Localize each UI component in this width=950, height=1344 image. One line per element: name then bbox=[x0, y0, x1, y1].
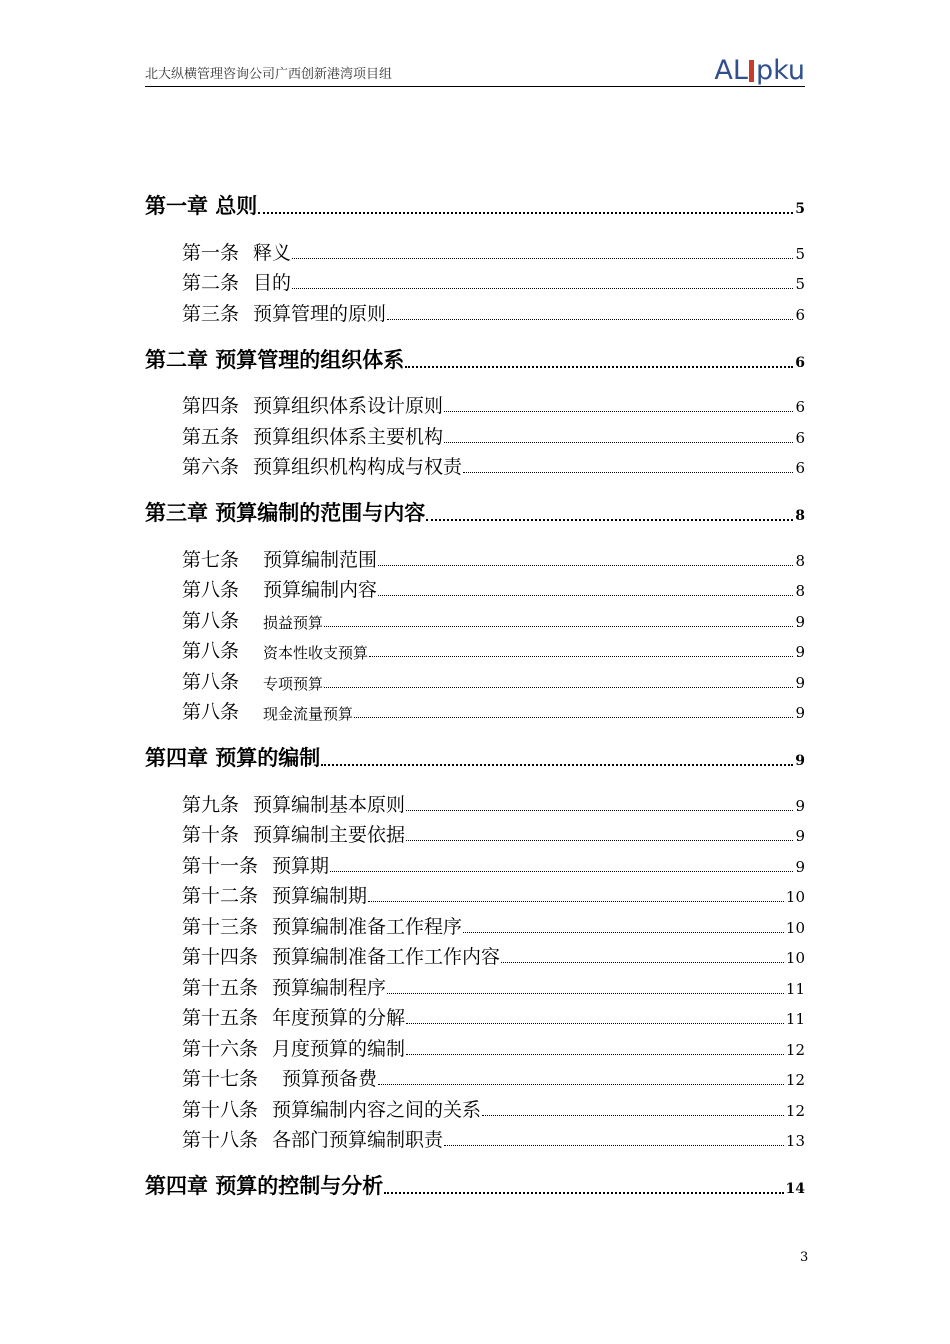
toc-article-entry[interactable] bbox=[145, 1030, 805, 1061]
chapter-title: 第四章 预算的控制与分析 bbox=[145, 1173, 384, 1198]
article-number: 第十五条 bbox=[182, 1007, 259, 1029]
logo-text-left: AL bbox=[714, 55, 748, 86]
dot-leader bbox=[378, 565, 793, 566]
page-ref: 10 bbox=[785, 949, 805, 967]
article-title: 预算组织机构构成与权责 bbox=[253, 456, 463, 478]
toc-chapter-entry[interactable] bbox=[145, 493, 805, 527]
page-ref: 9 bbox=[795, 612, 805, 631]
dot-leader bbox=[406, 1054, 784, 1055]
article-title: 预算编制内容之间的关系 bbox=[272, 1098, 482, 1121]
page-ref: 9 bbox=[795, 796, 805, 815]
article-title: 月度预算的编制 bbox=[272, 1037, 406, 1060]
toc-article-entry[interactable] bbox=[145, 602, 805, 633]
dot-leader bbox=[330, 871, 793, 872]
article-title: 预算编制准备工作工作内容 bbox=[272, 946, 501, 968]
article-number: 第八条 bbox=[182, 609, 240, 632]
dot-leader bbox=[426, 519, 793, 521]
dot-leader bbox=[384, 1192, 783, 1194]
toc-chapter-entry[interactable] bbox=[145, 1166, 805, 1200]
article-number: 第一条 bbox=[182, 241, 240, 264]
article-title: 预算期 bbox=[272, 854, 330, 877]
toc-article-entry[interactable] bbox=[145, 1091, 805, 1122]
toc-article-entry[interactable] bbox=[145, 449, 805, 480]
toc-article-entry[interactable] bbox=[145, 663, 805, 694]
page-ref: 12 bbox=[785, 1101, 805, 1120]
toc-article-entry[interactable] bbox=[145, 295, 805, 326]
page-ref: 11 bbox=[785, 1010, 805, 1028]
dot-leader bbox=[292, 258, 793, 259]
article-title: 预算管理的原则 bbox=[253, 302, 387, 325]
article-number: 第十八条 bbox=[182, 1098, 259, 1121]
article-title: 各部门预算编制职责 bbox=[272, 1129, 444, 1151]
page-ref: 5 bbox=[795, 201, 805, 217]
article-number: 第八条 bbox=[182, 640, 240, 662]
article-number: 第十七条 bbox=[182, 1068, 259, 1090]
toc-article-entry[interactable] bbox=[145, 969, 805, 1000]
dot-leader bbox=[369, 656, 793, 657]
dot-leader bbox=[324, 687, 793, 688]
dot-leader bbox=[405, 366, 793, 368]
toc-article-entry[interactable] bbox=[145, 633, 805, 664]
dot-leader bbox=[463, 932, 784, 933]
article-number: 第三条 bbox=[182, 302, 240, 325]
dot-leader bbox=[444, 411, 793, 412]
toc-article-entry[interactable] bbox=[145, 847, 805, 878]
chapter-title: 第二章 预算管理的组织体系 bbox=[145, 346, 405, 372]
page-ref: 5 bbox=[795, 244, 805, 263]
page-ref: 10 bbox=[785, 888, 805, 906]
page-ref: 6 bbox=[795, 459, 805, 477]
article-number: 第四条 bbox=[182, 395, 240, 417]
toc-article-entry[interactable] bbox=[145, 694, 805, 725]
page-ref: 9 bbox=[795, 827, 805, 845]
toc-article-entry[interactable] bbox=[145, 878, 805, 909]
page-ref: 13 bbox=[785, 1132, 805, 1150]
page-ref: 6 bbox=[795, 354, 805, 371]
toc-article-entry[interactable] bbox=[145, 265, 805, 296]
article-title: 预算编制内容 bbox=[263, 579, 378, 601]
article-title: 预算编制主要依据 bbox=[253, 824, 406, 846]
toc-article-entry[interactable] bbox=[145, 939, 805, 970]
dot-leader bbox=[378, 595, 793, 596]
dot-leader bbox=[354, 717, 793, 718]
article-number: 第十三条 bbox=[182, 915, 259, 938]
article-number: 第二条 bbox=[182, 272, 240, 294]
article-number: 第十一条 bbox=[182, 854, 259, 877]
toc-article-entry[interactable] bbox=[145, 817, 805, 848]
page-ref: 8 bbox=[795, 551, 805, 570]
article-number: 第十六条 bbox=[182, 1037, 259, 1060]
toc-article-entry[interactable] bbox=[145, 1061, 805, 1092]
dot-leader bbox=[258, 212, 793, 214]
page-ref: 6 bbox=[795, 428, 805, 447]
article-title: 损益预算 bbox=[263, 613, 324, 632]
article-number: 第十五条 bbox=[182, 976, 259, 999]
article-title: 预算编制准备工作程序 bbox=[272, 915, 463, 938]
page-ref: 6 bbox=[795, 398, 805, 416]
page-ref: 9 bbox=[795, 857, 805, 876]
article-title: 专项预算 bbox=[263, 674, 324, 693]
dot-leader bbox=[387, 319, 793, 320]
page-ref: 8 bbox=[795, 582, 805, 600]
dot-leader bbox=[406, 1023, 784, 1024]
page-ref: 9 bbox=[795, 673, 805, 692]
dot-leader bbox=[321, 764, 793, 766]
article-title: 预算编制基本原则 bbox=[253, 793, 406, 816]
dot-leader bbox=[463, 472, 793, 473]
article-number: 第八条 bbox=[182, 579, 240, 601]
page-ref: 5 bbox=[795, 275, 805, 293]
dot-leader bbox=[501, 962, 784, 963]
toc-article-entry[interactable] bbox=[145, 234, 805, 265]
page-ref: 12 bbox=[785, 1071, 805, 1089]
dot-leader bbox=[387, 993, 784, 994]
dot-leader bbox=[378, 1084, 784, 1085]
article-number: 第七条 bbox=[182, 548, 240, 571]
article-title: 预算预备费 bbox=[282, 1068, 378, 1090]
dot-leader bbox=[444, 442, 793, 443]
article-number: 第八条 bbox=[182, 670, 240, 693]
article-number: 第六条 bbox=[182, 456, 240, 478]
chapter-title: 第三章 预算编制的范围与内容 bbox=[145, 500, 426, 525]
toc-article-entry[interactable] bbox=[145, 786, 805, 817]
article-title: 现金流量预算 bbox=[263, 705, 354, 723]
page-ref: 9 bbox=[795, 704, 805, 722]
dot-leader bbox=[444, 1145, 784, 1146]
article-title: 目的 bbox=[253, 272, 292, 294]
logo-text-right: pku bbox=[755, 55, 805, 86]
toc-article-entry[interactable] bbox=[145, 541, 805, 572]
dot-leader bbox=[406, 840, 793, 841]
page-ref: 6 bbox=[795, 305, 805, 324]
page-ref: 12 bbox=[785, 1040, 805, 1059]
article-number: 第九条 bbox=[182, 793, 240, 816]
page-ref: 9 bbox=[795, 643, 805, 661]
dot-leader bbox=[292, 288, 793, 289]
page-ref: 8 bbox=[795, 508, 805, 524]
article-title: 预算组织体系主要机构 bbox=[253, 425, 444, 448]
logo-accent-bar bbox=[749, 60, 754, 82]
toc-article-entry[interactable] bbox=[145, 418, 805, 449]
article-title: 资本性收支预算 bbox=[263, 644, 369, 662]
chapter-title: 第一章 总则 bbox=[145, 193, 258, 218]
header-company-text: 北大纵横管理咨询公司广西创新港湾项目组 bbox=[145, 67, 393, 82]
dot-leader bbox=[324, 626, 793, 627]
chapter-title: 第四章 预算的编制 bbox=[145, 745, 321, 770]
page-ref: 14 bbox=[785, 1181, 805, 1197]
article-title: 释义 bbox=[253, 241, 292, 264]
article-number: 第十二条 bbox=[182, 885, 259, 907]
article-number: 第八条 bbox=[182, 701, 240, 723]
toc-chapter-entry[interactable] bbox=[145, 340, 805, 374]
toc-article-entry[interactable] bbox=[145, 1122, 805, 1153]
article-title: 年度预算的分解 bbox=[272, 1007, 406, 1029]
article-title: 预算编制范围 bbox=[263, 548, 378, 571]
article-title: 预算组织体系设计原则 bbox=[253, 395, 444, 417]
page-header bbox=[145, 52, 805, 87]
page-ref: 9 bbox=[795, 753, 805, 769]
toc-article-entry[interactable] bbox=[145, 1000, 805, 1031]
article-title: 预算编制程序 bbox=[272, 976, 387, 999]
article-number: 第十四条 bbox=[182, 946, 259, 968]
toc-chapter-entry[interactable] bbox=[145, 186, 805, 220]
article-number: 第十条 bbox=[182, 824, 240, 846]
table-of-contents bbox=[145, 186, 805, 1200]
toc-article-entry[interactable] bbox=[145, 388, 805, 419]
alpku-logo bbox=[714, 57, 805, 84]
toc-article-entry[interactable] bbox=[145, 908, 805, 939]
dot-leader bbox=[482, 1115, 784, 1116]
dot-leader bbox=[368, 901, 784, 902]
toc-article-entry[interactable] bbox=[145, 572, 805, 603]
page-number: 3 bbox=[800, 1250, 809, 1265]
page-ref: 11 bbox=[785, 979, 805, 998]
page-ref: 10 bbox=[785, 918, 805, 937]
toc-chapter-entry[interactable] bbox=[145, 738, 805, 772]
dot-leader bbox=[406, 810, 793, 811]
article-number: 第五条 bbox=[182, 425, 240, 448]
article-number: 第十八条 bbox=[182, 1129, 259, 1151]
article-title: 预算编制期 bbox=[272, 885, 368, 907]
